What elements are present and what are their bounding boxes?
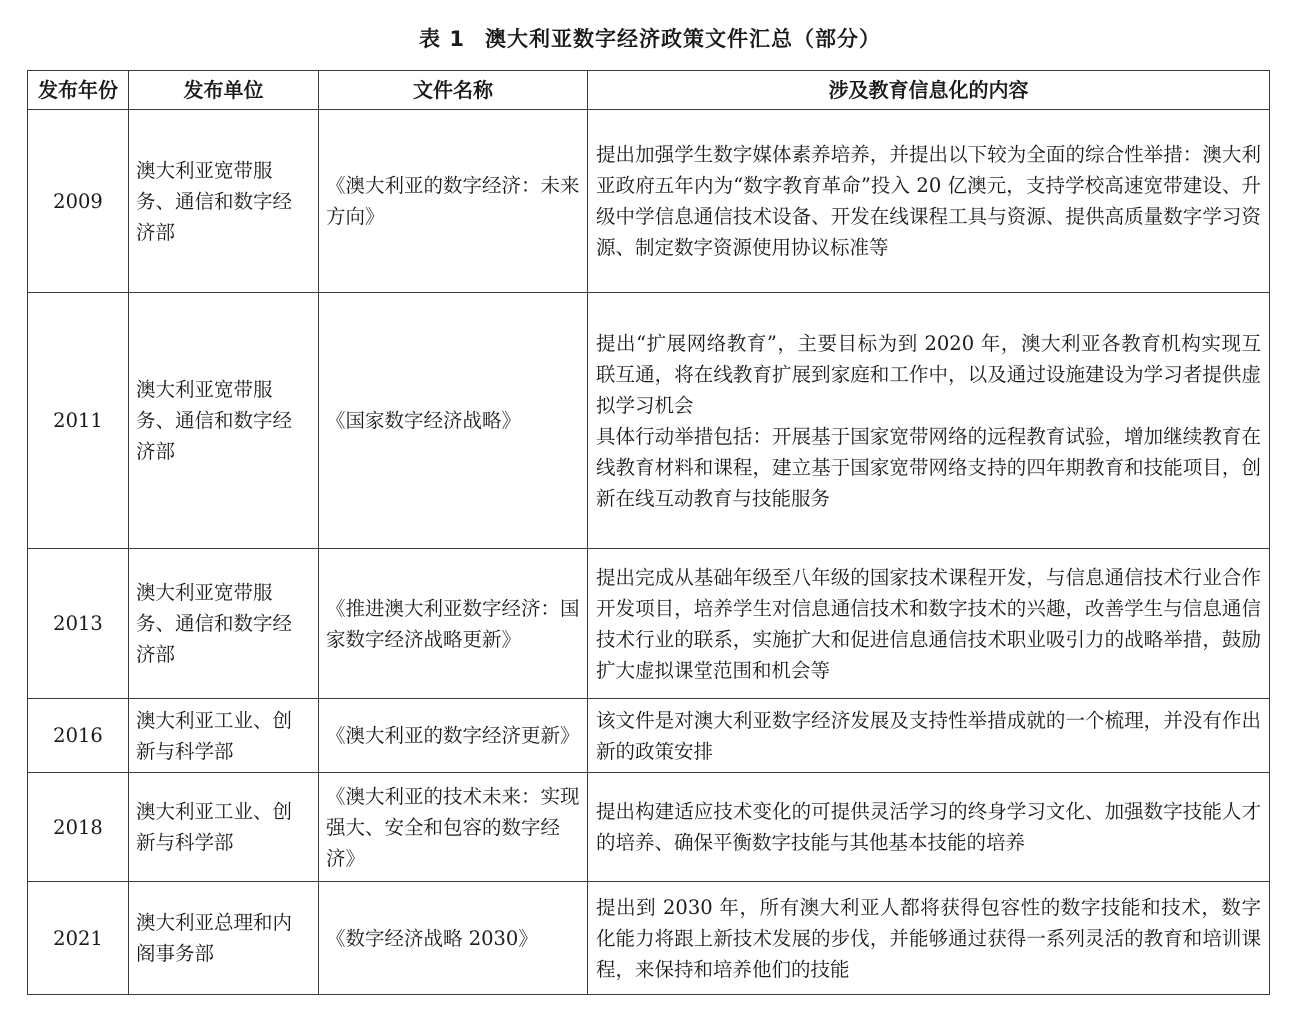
cell-content [588, 882, 1270, 995]
content-paragraph: 提出到 2030 年，所有澳大利亚人都将获得包容性的数字技能和技术，数字化能力将跟上新技术发展的步伐，并能够通过获得一系列灵活的教育和培训课程，来保持和培养他们的技能 [596, 895, 1261, 981]
table-row [28, 699, 1270, 773]
cell-issuer: 澳大利亚工业、创新与科学部 [129, 699, 319, 773]
cell-year: 2018 [28, 773, 129, 882]
cell-content [588, 699, 1270, 773]
table-row [28, 882, 1270, 995]
cell-issuer: 澳大利亚总理和内阁事务部 [129, 882, 319, 995]
cell-issuer: 澳大利亚宽带服务、通信和数字经济部 [129, 549, 319, 699]
cell-year: 2013 [28, 549, 129, 699]
cell-issuer: 澳大利亚宽带服务、通信和数字经济部 [129, 293, 319, 549]
cell-year: 2021 [28, 882, 129, 995]
cell-issuer: 澳大利亚宽带服务、通信和数字经济部 [129, 110, 319, 293]
header-year: 发布年份 [28, 71, 129, 110]
table-row [28, 549, 1270, 699]
cell-document: 《国家数字经济战略》 [319, 293, 588, 549]
cell-document: 《澳大利亚的技术未来：实现强大、安全和包容的数字经济》 [319, 773, 588, 882]
cell-document: 《澳大利亚的数字经济更新》 [319, 699, 588, 773]
header-issuer: 发布单位 [129, 71, 319, 110]
content-paragraph: 提出“扩展网络教育”，主要目标为到 2020 年，澳大利亚各教育机构实现互联互通，将在线教育扩展到家庭和工作中，以及通过设施建设为学习者提供虚拟学习机会 [596, 331, 1261, 417]
table-caption [0, 22, 1300, 56]
table-number: 表 1 [419, 27, 465, 51]
cell-document: 《推进澳大利亚数字经济：国家数字经济战略更新》 [319, 549, 588, 699]
cell-document: 《澳大利亚的数字经济：未来方向》 [319, 110, 588, 293]
content-paragraph: 提出构建适应技术变化的可提供灵活学习的终身学习文化、加强数字技能人才的培养、确保平衡数字技能与其他基本技能的培养 [596, 800, 1261, 854]
cell-content [588, 549, 1270, 699]
cell-year: 2011 [28, 293, 129, 549]
table-header-row [28, 71, 1270, 110]
cell-document: 《数字经济战略 2030》 [319, 882, 588, 995]
header-document: 文件名称 [319, 71, 588, 110]
header-content: 涉及教育信息化的内容 [588, 71, 1270, 110]
cell-content [588, 293, 1270, 549]
cell-issuer: 澳大利亚工业、创新与科学部 [129, 773, 319, 882]
table-row [28, 293, 1270, 549]
cell-year: 2016 [28, 699, 129, 773]
table-row [28, 773, 1270, 882]
cell-content [588, 773, 1270, 882]
content-paragraph: 具体行动举措包括：开展基于国家宽带网络的远程教育试验，增加继续教育在线教育材料和课程，建立基于国家宽带网络支持的四年期教育和技能项目，创新在线互动教育与技能服务 [596, 424, 1261, 510]
cell-year: 2009 [28, 110, 129, 293]
cell-content [588, 110, 1270, 293]
content-paragraph: 提出加强学生数字媒体素养培养，并提出以下较为全面的综合性举措：澳大利亚政府五年内为“数字教育革命”投入 20 亿澳元，支持学校高速宽带建设、升级中学信息通信技术设备、开发在线课程工具与资源、提供高质量数字学习资源、制定数字资源使用协议标准等 [596, 143, 1261, 259]
table-title: 澳大利亚数字经济政策文件汇总（部分） [484, 27, 881, 51]
content-paragraph: 该文件是对澳大利亚数字经济发展及支持性举措成就的一个梳理，并没有作出新的政策安排 [596, 708, 1261, 763]
content-paragraph: 提出完成从基础年级至八年级的国家技术课程开发，与信息通信技术行业合作开发项目，培养学生对信息通信技术和数字技术的兴趣，改善学生与信息通信技术行业的联系，实施扩大和促进信息通信技术职业吸引力的战略举措，鼓励扩大虚拟课堂范围和机会等 [596, 565, 1261, 682]
table-row [28, 110, 1270, 293]
policy-table [27, 70, 1270, 995]
